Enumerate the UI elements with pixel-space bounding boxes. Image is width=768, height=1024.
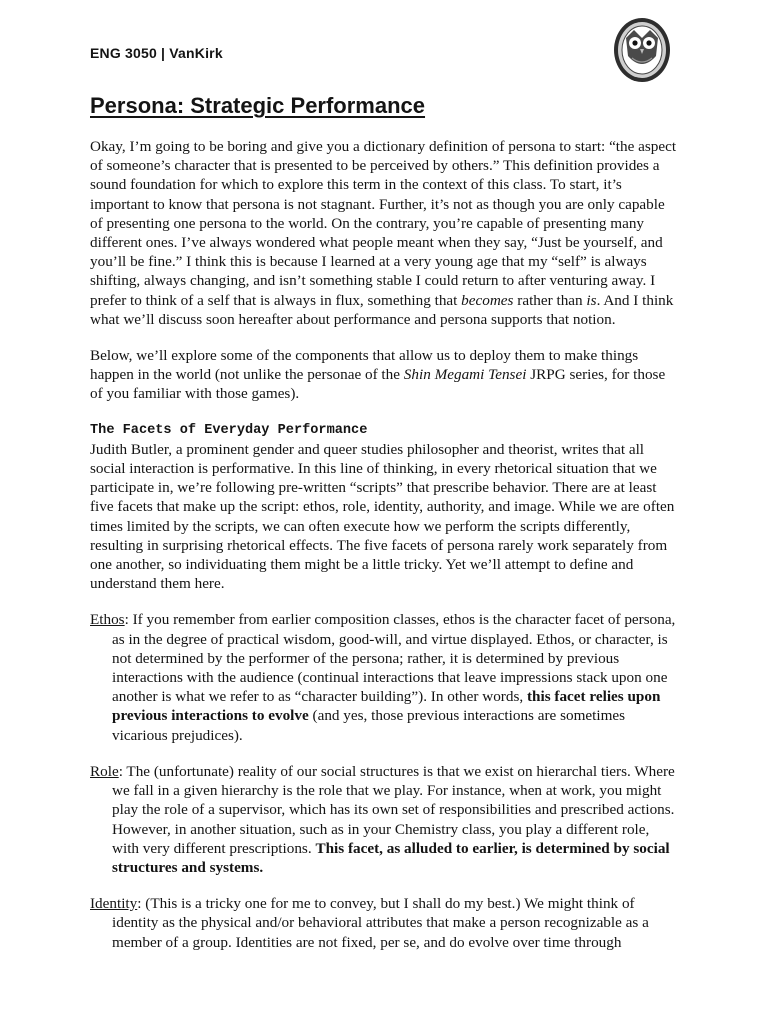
intro-p1-text-b: rather than [513, 291, 587, 309]
document-body [90, 137, 680, 969]
page-title: Persona: Strategic Performance [90, 93, 426, 118]
intro-p2-text-b: JRPG series, for those of you familiar with those games). [90, 366, 666, 403]
intro-p1-emphasis-becomes: becomes [461, 291, 514, 309]
intro-p1-text-a: Okay, I’m going to be boring and give you a dictionary definition of persona to start: “the aspect of someone’s character that is presented to be perceived by others.” This definition provides a sound foundation for which to explore this term in the context of this class. To start, it’s important to know that persona is not stagnant. Further, it’s not as though you are only capable of presenting one persona to the world. On the contrary, you’re capable of presenting many different ones. I’ve always wondered what people meant when they say, “Just be yourself, and you’ll be fine.” I think this is because I learned at a very young age that my “self” is always shifting, always changing, and isn’t something stable I could return to after venturing away. I prefer to think of a self that is always in flux, something that [90, 138, 677, 309]
facet-ethos-text-a: : If you remember from earlier composition classes, ethos is the character facet of persona, as in the degree of practical wisdom, good-will, and virtue displayed. Ethos, or character, is not determined by the performer of the persona; rather, it is determined by previous interactions with the audience (continual interactions that leave impressions stack upon one another is what we refer to as “character building”). In other words, [112, 611, 676, 706]
facet-ethos [90, 610, 680, 744]
intro-p2-emphasis-title: Shin Megami Tensei [403, 366, 527, 384]
owl-emblem-icon [612, 16, 672, 84]
intro-p1-emphasis-is: is [586, 291, 597, 309]
facet-ethos-text-b: (and yes, those previous interactions are sometimes vicarious prejudices). [112, 707, 626, 744]
intro-p1-text-c: . And I think what we’ll discuss soon hereafter about performance and persona supports that notion. [90, 291, 674, 328]
intro-paragraph-2 [90, 346, 680, 404]
facet-identity [90, 894, 680, 952]
facet-ethos-bold: this facet relies upon previous interactions to evolve [112, 688, 661, 725]
course-header: ENG 3050 | VanKirk [90, 45, 223, 61]
facet-ethos-term: Ethos [90, 611, 125, 629]
section-text: Judith Butler, a prominent gender and queer studies philosopher and theorist, writes that all social interaction is performative. In this line of thinking, in every rhetorical situation that we participate in, we’re following pre-written “scripts” that prescribe behavior. There are at least five facets that make up the script: ethos, role, identity, authority, and image. While we are often times limited by the scripts, we can often execute how we perform the scripts differently, resulting in surprising rhetorical effects. The five facets of persona rarely work separately from one another, so individuating them might be a little tricky. Yet we’ll attempt to define and understand them here. [90, 440, 675, 593]
intro-p2-text-a: Below, we’ll explore some of the components that allow us to deploy them to make things happen in the world (not unlike the personae of the [90, 347, 639, 384]
facet-identity-term: Identity [90, 895, 138, 913]
intro-paragraph-1 [90, 137, 680, 329]
facet-role-term: Role [90, 762, 119, 780]
facet-identity-text-a: : (This is a tricky one for me to convey, but I shall do my best.) We might think of identity as the physical and/or behavioral attributes that make a person recognizable as a member of a group. Identities are not fixed, per se, and do evolve over time through [112, 895, 649, 951]
facet-role [90, 762, 680, 877]
facet-role-bold: This facet, as alluded to earlier, is determined by social structures and systems. [112, 839, 670, 876]
section-paragraph [90, 421, 680, 594]
facet-role-text-a: : The (unfortunate) reality of our social structures is that we exist on hierarchal tiers. Where we fall in a given hierarchy is the role that we play. For instance, when at work, you might play the role of a supervisor, which has its own set of responsibilities and prescribed actions. However, in another situation, such as in your Chemistry class, you play a different role, with very different prescriptions. [112, 762, 675, 857]
section-heading: The Facets of Everyday Performance [90, 422, 368, 438]
